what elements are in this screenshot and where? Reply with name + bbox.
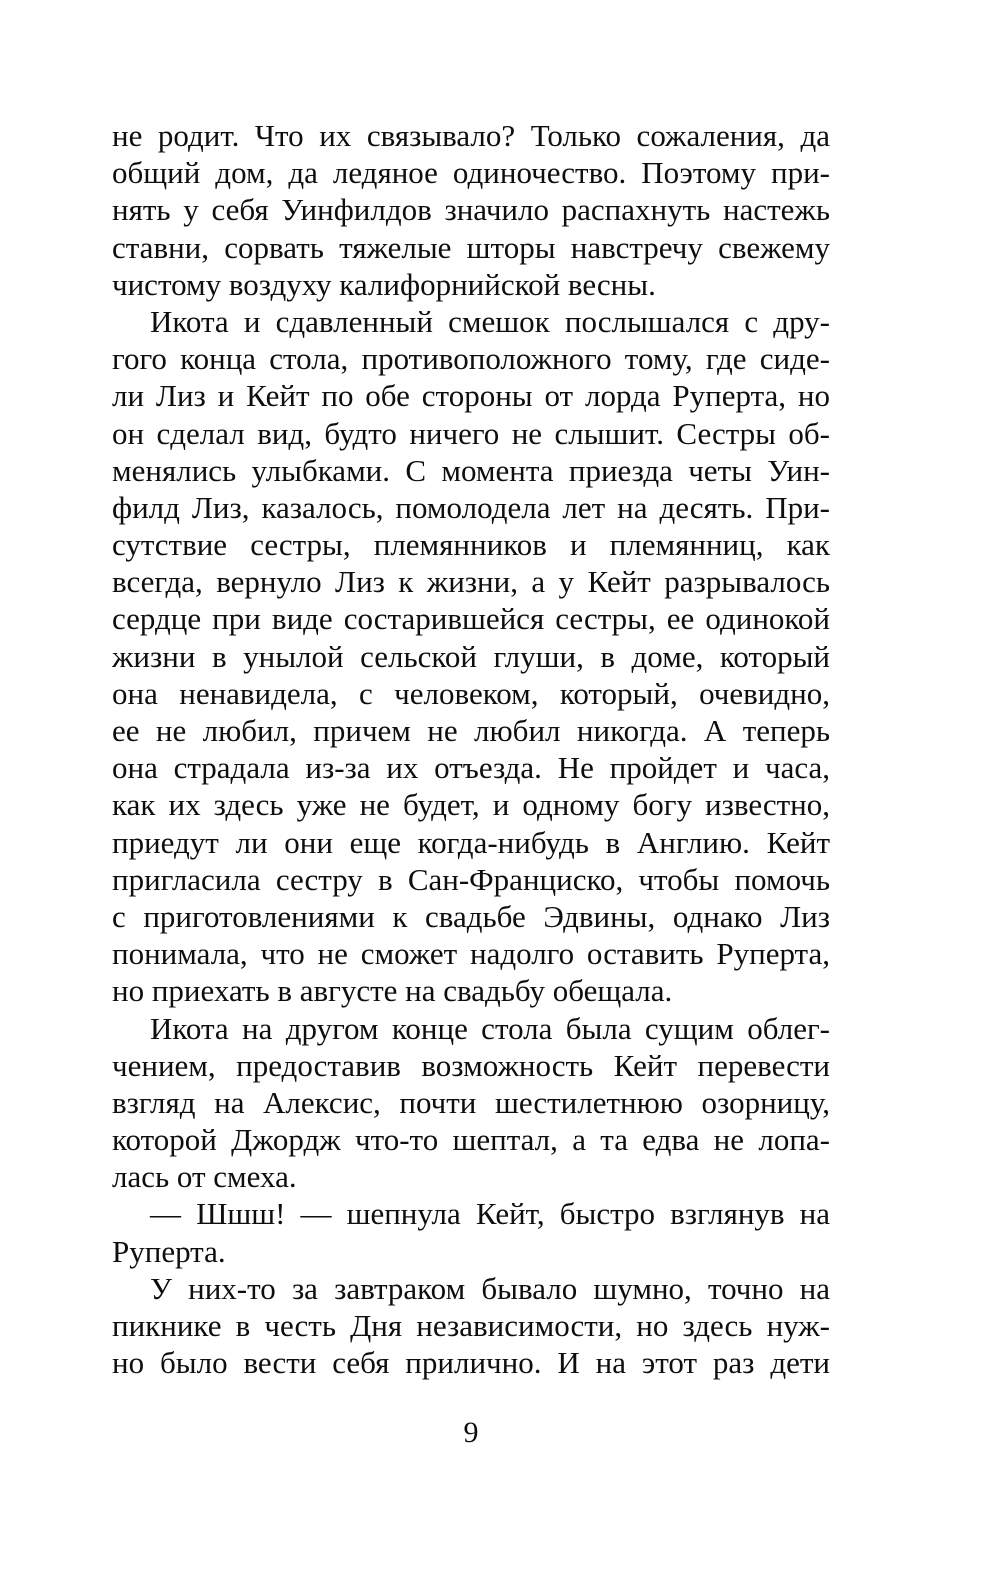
- text-line: Икота на другом конце стола была сущим облег-: [150, 1010, 830, 1046]
- text-line: нять у себя Уинфилдов значило распахнуть настежь: [112, 192, 830, 228]
- text-line: Икота и сдавленный смешок послышался с дру-: [150, 303, 830, 339]
- text-line: — Шшш! — шепнула Кейт, быстро взглянув на: [150, 1196, 830, 1232]
- text-line: она страдала из-за их отъезда. Не пройдет и часа,: [112, 750, 830, 786]
- text-line: но было вести себя прилично. И на этот раз дети: [112, 1345, 830, 1381]
- text-line: лась от смеха.: [112, 1159, 297, 1195]
- text-line: ее не любил, причем не любил никогда. А теперь: [112, 713, 830, 748]
- text-line: филд Лиз, казалось, помолодела лет на десять. При-: [112, 489, 830, 525]
- text-line: не родит. Что их связывало? Только сожаления, да: [112, 118, 830, 153]
- text-line: но приехать в августе на свадьбу обещала.: [112, 973, 673, 1009]
- text-line: чением, предоставив возможность Кейт перевести: [112, 1047, 830, 1083]
- text-line: сердце при виде состарившейся сестры, ее одинокой: [112, 601, 830, 637]
- page-number: 9: [463, 1416, 479, 1449]
- text-line: взгляд на Алексис, почти шестилетнюю озорницу,: [112, 1084, 830, 1120]
- text-line: понимала, что не сможет надолго оставить Руперта,: [112, 936, 830, 972]
- text-line: пригласила сестру в Сан-Франциско, чтобы помочь: [112, 861, 830, 897]
- text-line: Руперта.: [112, 1233, 226, 1269]
- text-line: как их здесь уже не будет, и одному богу известно,: [112, 787, 830, 823]
- text-line: пикнике в честь Дня независимости, но здесь нуж-: [112, 1308, 830, 1343]
- text-line: он сделал вид, будто ничего не слышит. Сестры об-: [112, 415, 830, 451]
- text-line: ли Лиз и Кейт по обе стороны от лорда Руперта, но: [112, 378, 830, 414]
- text-line: она ненавидела, с человеком, который, очевидно,: [112, 675, 830, 711]
- text-line: ставни, сорвать тяжелые шторы навстречу свежему: [112, 229, 830, 265]
- text-line: приедут ли они еще когда-нибудь в Англию. Кейт: [112, 824, 830, 860]
- text-line: жизни в унылой сельской глуши, в доме, который: [112, 638, 830, 674]
- text-line: всегда, вернуло Лиз к жизни, а у Кейт разрывалось: [112, 564, 830, 600]
- text-line: с приготовлениями к свадьбе Эдвины, однако Лиз: [112, 898, 830, 934]
- text-line: менялись улыбками. С момента приезда четы Уин-: [112, 452, 830, 488]
- text-line: которой Джордж что-то шептал, а та едва не лопа-: [112, 1122, 830, 1158]
- text-line: сутствие сестры, племянников и племянниц, как: [112, 527, 830, 563]
- body-text: [112, 117, 830, 1381]
- text-line: гого конца стола, противоположного тому, где сиде-: [112, 341, 830, 377]
- text-line: У них-то за завтраком бывало шумно, точно на: [150, 1270, 830, 1306]
- text-line: чистому воздуху калифорнийской весны.: [112, 266, 656, 302]
- text-line: общий дом, да ледяное одиночество. Поэтому при-: [112, 155, 830, 191]
